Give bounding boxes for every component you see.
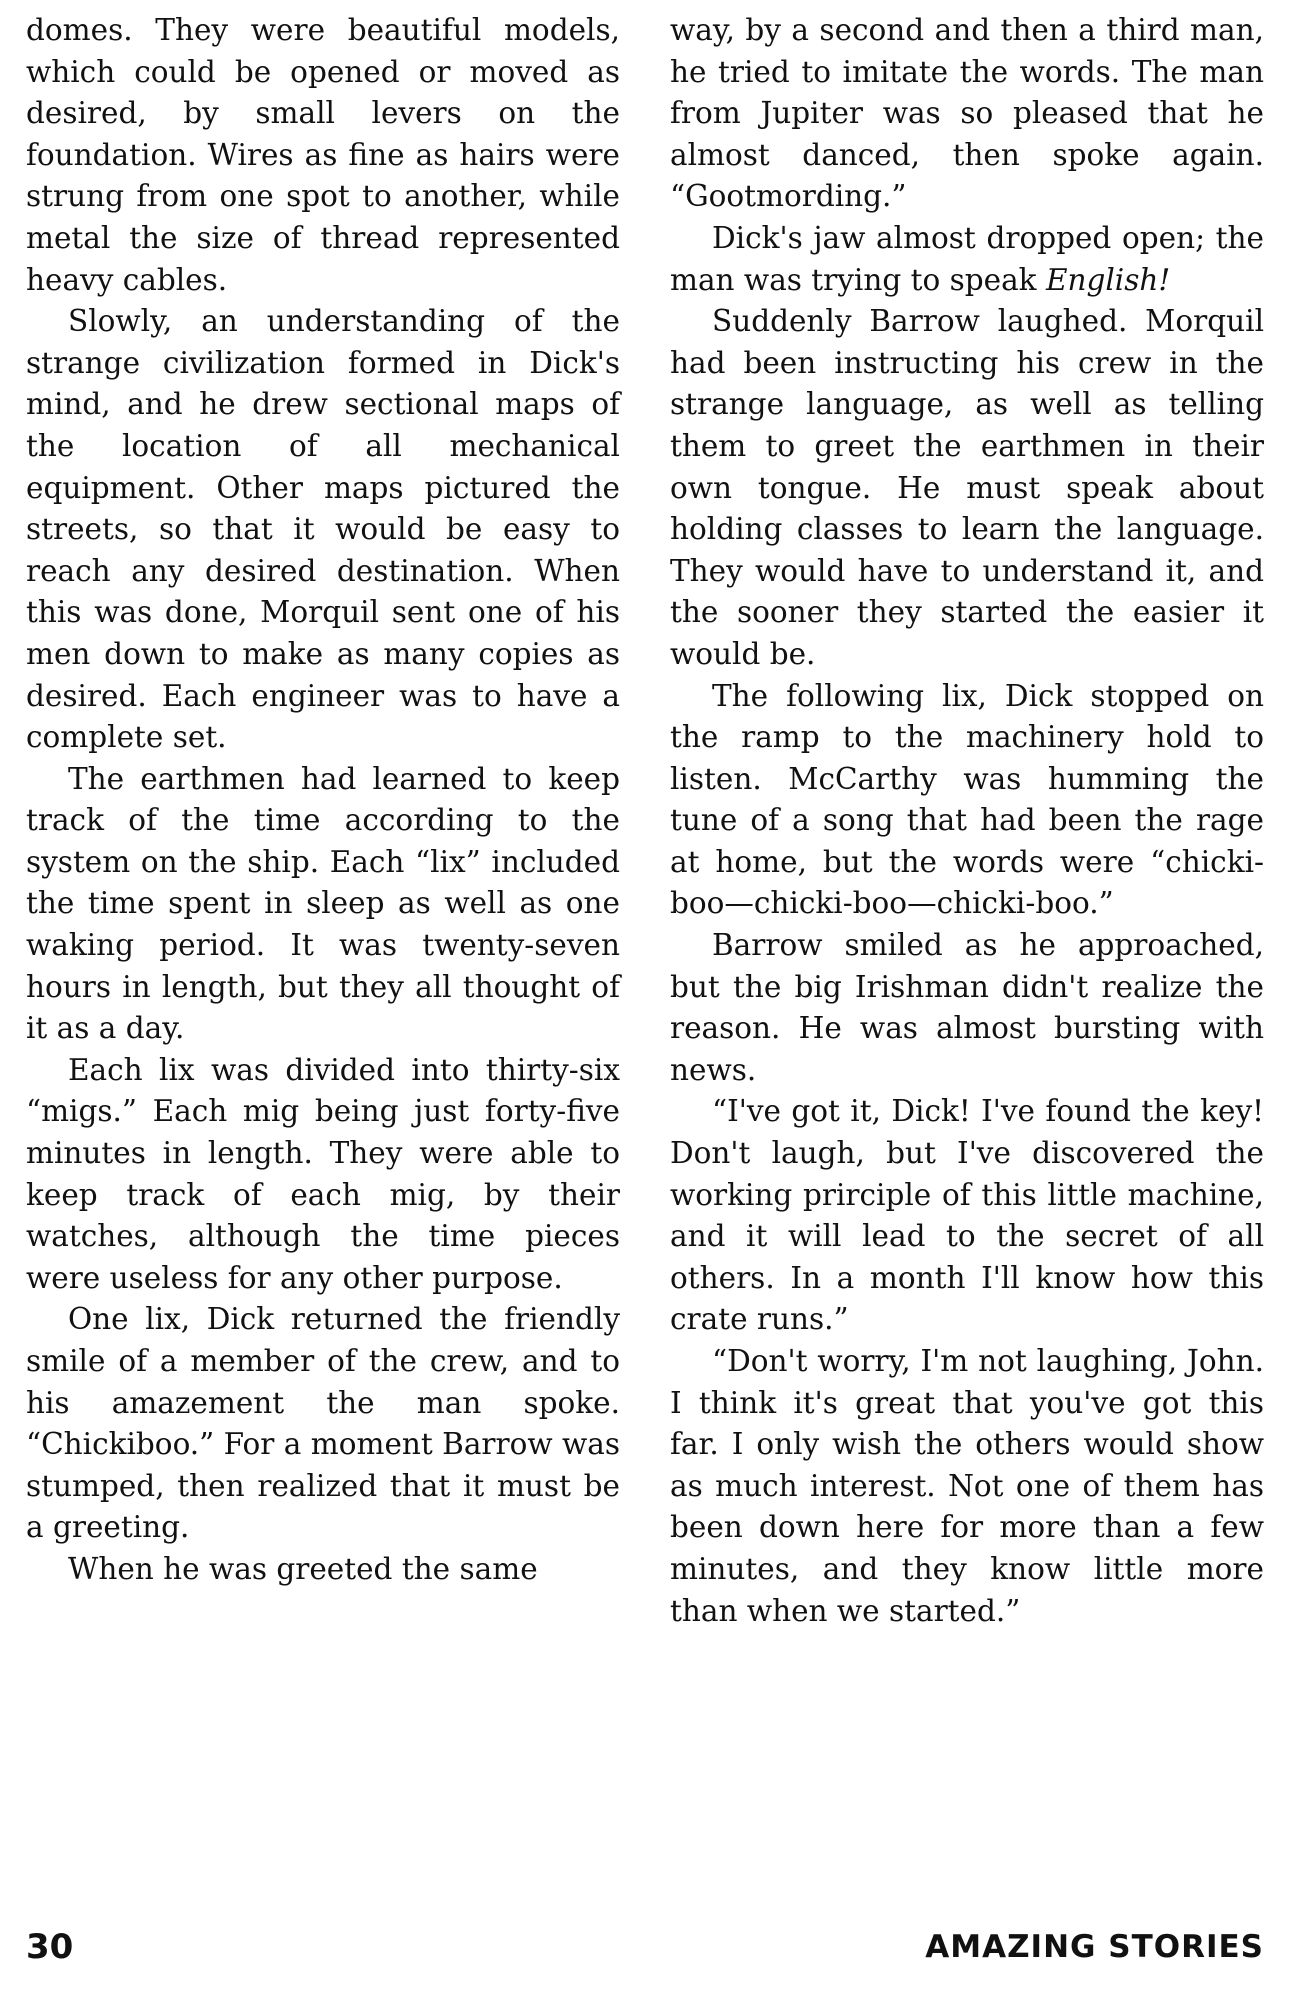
paragraph: “Don't worry, I'm not laughing, John. I think it's great that you've got this far. I only wish the others would show as much interest. Not one of them has been down here for more than a few minutes, and they know little more than when we started.” [670, 1344, 1264, 1628]
right-column [670, 10, 1264, 1632]
page-footer [26, 1922, 1264, 1972]
paragraph: One lix, Dick returned the friendly smile of a member of the crew, and to his amazement the man spoke. “Chickiboo.” For a moment Barrow was stumped, then realized that it must be a greeting. [26, 1302, 620, 1545]
paragraph: “I've got it, Dick! I've found the key! Don't laugh, but I've discovered the working prirciple of this little machine, and it will lead to the secret of all others. In a month I'll know how this crate runs.” [670, 1094, 1264, 1337]
page-number: 30 [26, 1927, 74, 1967]
paragraph [670, 218, 1264, 301]
emphasized-word: English! [1045, 262, 1171, 297]
paragraph: The earthmen had learned to keep track of the time according to the system on the ship. Each “lix” included the time spent in sleep as well as one waking period. It was twenty-seven hours in length, but they all thought of it as a day. [26, 761, 620, 1046]
paragraph: domes. They were beautiful models, which could be opened or moved as desired, by small levers on the foundation. Wires as fine as hairs were strung from one spot to another, while metal the size of thread represented heavy cables. [26, 13, 620, 297]
paragraph: Suddenly Barrow laughed. Morquil had been instructing his crew in the strange language, as well as telling them to greet the earthmen in their own tongue. He must speak about holding classes to learn the language. They would have to understand it, and the sooner they started the easier it would be. [670, 304, 1264, 671]
running-title: AMAZING STORIES [925, 1929, 1264, 1965]
paragraph: When he was greeted the same [68, 1551, 538, 1586]
paragraph: Slowly, an understanding of the strange civilization formed in Dick's mind, and he drew sectional maps of the location of all mechanical equipment. Other maps pictured the streets, so that it would be easy to reach any desired destination. When this was done, Morquil sent one of his men down to make as many copies as desired. Each engineer was to have a complete set. [26, 304, 620, 755]
paragraph: The following lix, Dick stopped on the ramp to the machinery hold to listen. McCarthy was humming the tune of a song that had been the rage at home, but the words were “chicki-boo—chicki-boo—chicki-boo.” [670, 678, 1264, 921]
paragraph: Barrow smiled as he approached, but the big Irishman didn't realize the reason. He was almost bursting with news. [670, 928, 1264, 1087]
left-column [26, 10, 620, 1591]
paragraph: way, by a second and then a third man, he tried to imitate the words. The man from Jupiter was so pleased that he almost danced, then spoke again. “Gootmording.” [670, 13, 1264, 214]
paragraph: Each lix was divided into thirty-six “migs.” Each mig being just forty-five minutes in length. They were able to keep track of each mig, by their watches, although the time pieces were useless for any other purpose. [26, 1052, 620, 1295]
paragraph-text: Dick's jaw almost dropped open; the man was trying to speak [670, 220, 1264, 297]
